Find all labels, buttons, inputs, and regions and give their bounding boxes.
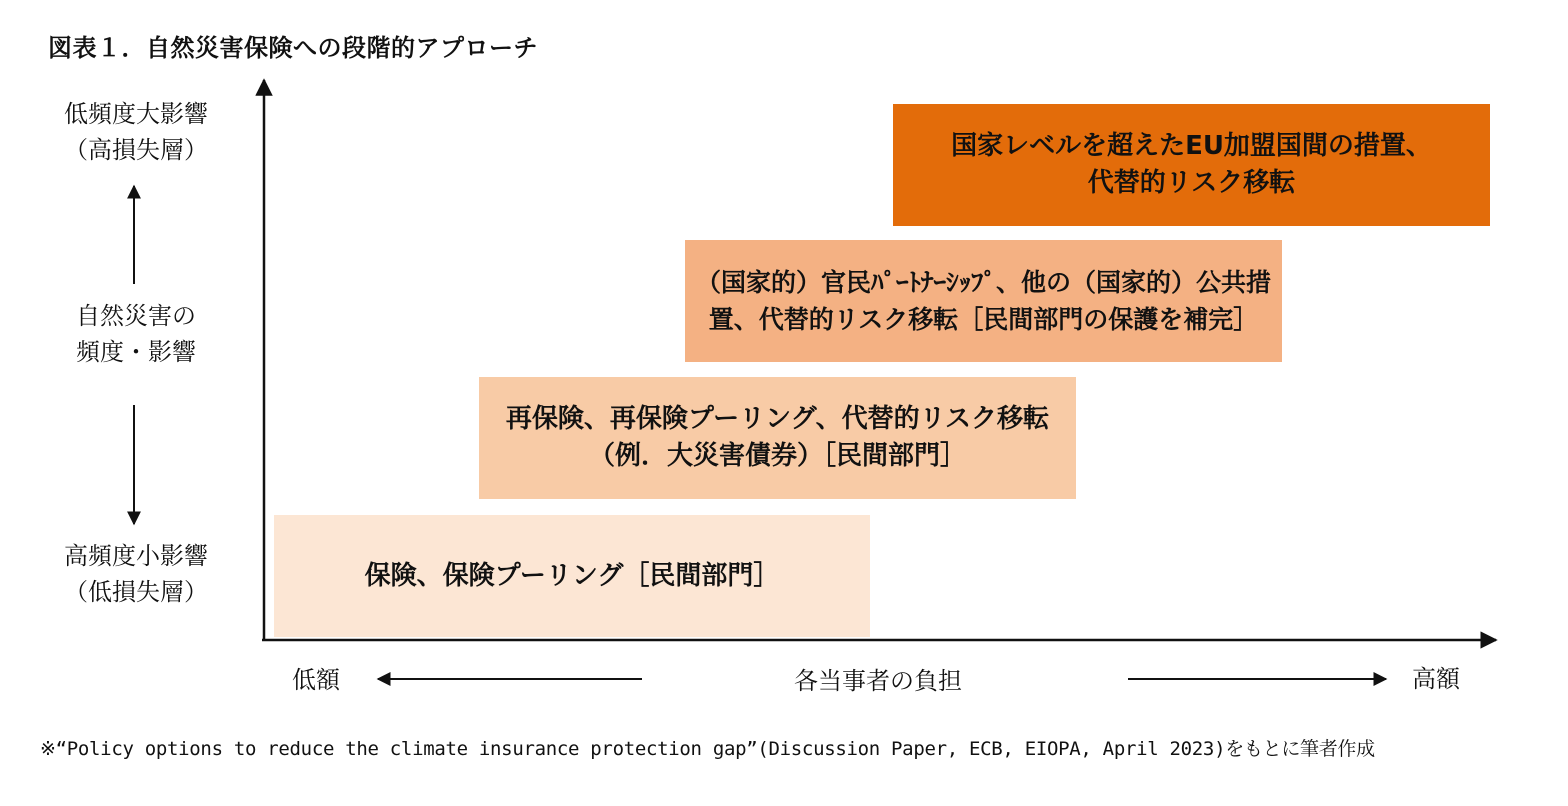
y-label-middle-line: 頻度・影響 xyxy=(76,338,196,366)
y-label-bottom xyxy=(46,538,226,610)
y-label-top-line: （高損失層） xyxy=(64,136,208,164)
y-label-bottom-line: （低損失層） xyxy=(64,578,208,606)
layer-text-line: 置、代替的リスク移転［民間部門の保護を補完］ xyxy=(708,305,1259,334)
layer-box-primary-insurance xyxy=(274,515,870,637)
y-label-top-line: 低頻度大影響 xyxy=(64,100,208,128)
y-label-top xyxy=(46,96,226,168)
y-label-middle xyxy=(46,298,226,370)
y-label-bottom-line: 高頻度小影響 xyxy=(64,542,208,570)
y-label-middle-line: 自然災害の xyxy=(76,302,196,330)
layer-text-line: 再保険、再保険プーリング、代替的リスク移転 xyxy=(505,404,1050,434)
x-label-middle: 各当事者の負担 xyxy=(794,667,962,695)
x-label-low: 低額 xyxy=(292,666,340,694)
layer-box-public-private xyxy=(685,240,1282,362)
layer-text-line: （国家的）官民ﾊﾟｰﾄﾅｰｼｯﾌﾟ、他の（国家的）公共措 xyxy=(695,268,1271,297)
layer-box-reinsurance xyxy=(479,377,1076,499)
layer-text-line: 代替的リスク移転 xyxy=(1087,168,1296,198)
source-note: ※“Policy options to reduce the climate insurance protection gap”(Discussion Paper, ECB, EIOPA, April 2023)をもとに筆者作成 xyxy=(40,738,1375,760)
layer-text-line: （例．大災害債券）［民間部門］ xyxy=(588,441,966,471)
layer-text-line: 保険、保険プーリング［民間部門］ xyxy=(364,560,780,591)
layer-text-line: 国家レベルを超えたEU加盟国間の措置、 xyxy=(951,131,1432,161)
x-label-high: 高額 xyxy=(1412,665,1460,693)
layer-box-eu-level xyxy=(893,104,1490,226)
figure-title: 図表１．自然災害保険への段階的アプローチ xyxy=(48,34,538,62)
